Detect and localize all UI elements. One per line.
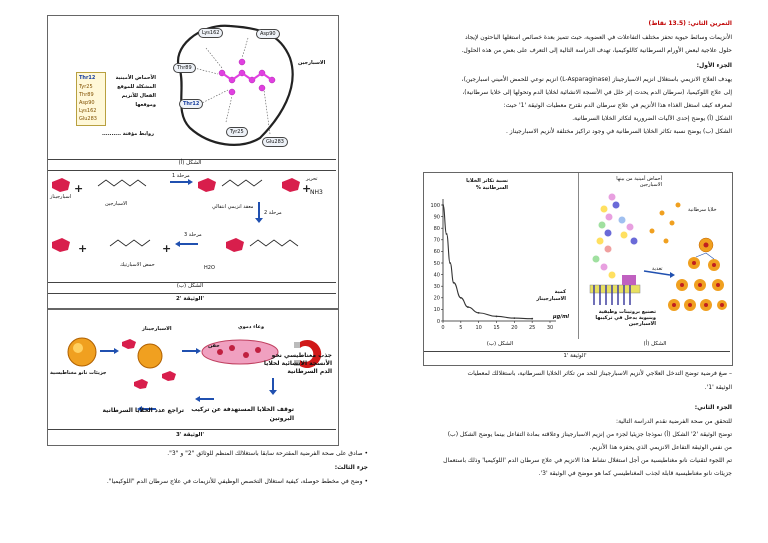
asparagine-label: الاسبارجين: [105, 201, 128, 207]
protein-synthesis-label: تصنيع بروتينات وظيفية وبنيوية يدخل في تركيبها الاسبارجين: [595, 309, 656, 327]
substrate-label: الاسبارجين: [298, 60, 326, 66]
orange-asparagine-dots: [650, 203, 681, 244]
chart-ticks: [430, 203, 553, 331]
y-tick-label: 0: [436, 318, 440, 325]
enzyme-label: اسبارجيناز: [50, 194, 72, 200]
enzyme-shape-4: [52, 238, 70, 252]
nanoparticle-1: [68, 338, 96, 366]
task-1: [467, 367, 732, 380]
x-tick-label: 25: [528, 325, 536, 331]
intro-paragraph: [382, 31, 732, 57]
caption-separator: [424, 351, 730, 352]
feeding-arrow: [644, 271, 675, 278]
task-1-continuation: الوثيقة '1'.: [704, 384, 732, 391]
x-tick-label: 30: [546, 325, 554, 331]
y-tick-label: 20: [433, 295, 440, 302]
data-point: [449, 262, 451, 264]
doc3-caption-separator: [48, 429, 336, 430]
part1-paragraph: [382, 73, 732, 138]
document-1-divider: [578, 173, 579, 339]
x-tick-label: 10: [475, 325, 482, 331]
y-tick-label: 100: [430, 202, 440, 209]
svg-text:+: +: [302, 182, 312, 195]
data-point: [531, 318, 533, 320]
part2-line: تم اللجوء لتقنيات نانو مغناطيسية من أجل استغلال نشاط هذا الانزيم في علاج سرطان الدم 'اللوكيميا' وذلك باستعمال: [443, 457, 732, 464]
thr12-tag: Thr12: [179, 99, 203, 109]
temporary-bonds: [194, 38, 270, 134]
y-tick-label: 80: [433, 226, 440, 232]
residue-asp90: Asp90: [79, 100, 95, 106]
synthesis-bullet: •: [362, 478, 368, 485]
y-tick-label: 40: [433, 272, 440, 279]
chart-x-title: كمية الاسبارجيناز: [536, 289, 566, 302]
enzyme-shapes: [52, 178, 300, 252]
caption-figure-a: الشكل (أ): [643, 341, 667, 347]
cancer-cells-reduction-label: تراجع عدد الخلايا السرطانية: [102, 407, 184, 414]
data-point: [467, 306, 469, 308]
glu283-tag: Glu283: [262, 137, 288, 147]
validation-text: صادق على صحة الفرضية المقترحة سابقا باستغلالك المنظم للوثائق "2" و "3".: [167, 450, 363, 457]
enzymatic-reaction-diagram: [50, 172, 335, 280]
doc2-caption-figure-a: الشكل (أ): [178, 160, 202, 166]
nanoparticles-label: جزيئات نانو مغناطيسية: [50, 370, 107, 376]
active-site-legend-box: [76, 72, 106, 126]
exercise-title: التمرين الثاني: (13.5 نقاط): [648, 20, 732, 27]
part1-line: الشكل (أ) يوضح إحدى الآليات الضرورية لتكاثر الخلايا السرطانية.: [572, 115, 732, 122]
synthesis-task: [107, 475, 368, 488]
x-tick-label: 15: [493, 325, 500, 331]
injection-arrow: [182, 348, 201, 354]
caption-document-2: الوثيقة '2': [175, 296, 205, 302]
magnetic-attraction-label: جذب مغناطيسي نحو الأنسجة الانشائية لخلايا الدم السرطانية: [263, 352, 332, 375]
part2-line: من نفس الوثيقة التفاعل الانزيمي الذي يحفزه هذا الأنزيم.: [589, 444, 732, 451]
lys162-tag: Lys162: [198, 28, 223, 38]
residue-glu283: Glu283: [79, 116, 97, 122]
feeding-label: تغذية: [652, 266, 663, 272]
arrow-step1: [170, 181, 188, 183]
task-1-bullet: –: [727, 370, 732, 377]
ammonia-label: NH3: [310, 189, 323, 196]
doc3-enzyme-label: الاسبارجيناز: [142, 326, 172, 332]
intro-line: الأنزيمات وسائط حيوية تحفز مختلف التفاعلات في العضوية، حيث تتميز بعدة خصائص استغلها الباحثون لإيجاد: [464, 34, 732, 41]
complex-skeleton: [222, 180, 262, 186]
y-tick-label: 70: [433, 237, 440, 244]
arrow-step1-head: [188, 179, 193, 185]
part3-title: جزء الثالث:: [334, 464, 368, 471]
proliferation-chart: [425, 175, 575, 337]
validation-bullet: •: [362, 450, 368, 457]
asp90-tag: Asp90: [256, 29, 280, 39]
y-tick-label: 50: [433, 260, 440, 267]
y-tick-label: 10: [433, 307, 440, 314]
chart-y-title: نسبة تكاثر الخلايا السرطانية %: [466, 178, 508, 191]
intermediate-complex-label: معقد انزيمي انتقالي: [212, 204, 254, 210]
residue-tyr25: Tyr25: [79, 84, 93, 90]
arrow-step3: [180, 243, 198, 245]
data-point: [442, 204, 444, 206]
attachment-arrow-1: [100, 348, 119, 354]
step-3-label: مرحلة 3: [184, 232, 202, 238]
amino-acids-label: أحماض أمينية من بينها الاسبارجين: [616, 176, 662, 188]
figure-b-top-separator: [48, 170, 336, 171]
x-tick-label: 20: [511, 325, 518, 331]
enzyme-shape-1: [52, 178, 70, 192]
enzyme-particle-cluster: [122, 339, 176, 389]
arrow-step2: [258, 202, 260, 218]
thr89-tag: Thr89: [173, 63, 196, 73]
y-tick-label: 30: [433, 284, 440, 290]
proliferation-curve: [443, 205, 532, 319]
synthesis-text: وضح في مخطط حوصلة، كيفية استغلال التخصص الوظيفي للأنزيمات في علاج سرطان الدم "اللوكيميا".: [106, 478, 363, 485]
released-label: تحرير: [306, 176, 318, 182]
arrow-step3-head: [175, 241, 180, 247]
doc2-caption-figure-b: الشكل (ب): [176, 283, 204, 289]
chart-x-unit: µg/ml: [553, 314, 570, 320]
y-tick-label: 60: [433, 249, 440, 256]
residue-lys162: Lys162: [79, 108, 97, 114]
svg-text:+: +: [74, 182, 84, 195]
asparagine-skeleton: [98, 180, 146, 186]
part1-title: الجزء الأول:: [696, 62, 732, 69]
tyr25-tag: Tyr25: [226, 127, 248, 137]
enzyme-shape-5: [226, 238, 244, 252]
enzyme-shape-3: [282, 178, 300, 192]
ribosome-complex: [590, 275, 640, 305]
part1-line: لمعرفة كيف استغل الغذاء هذا الأنزيم في علاج سرطان الدم نقترح معطيات الوثيقة '1' حيث:: [503, 102, 732, 109]
enzyme-shape-2: [198, 178, 216, 192]
blood-vessel-label: وعاء دموي: [238, 324, 265, 330]
part1-line: إلى علاج اللوكيميا، (سرطان الدم يحدث إثر خلل في الأنسجة الانشائية لخلايا الدم وتحولها إلى خلايا سرطانية)،: [462, 89, 732, 96]
protein-synthesis-stop-label: توقف الخلايا المستهدفة عن تركيب البروتين: [191, 406, 294, 422]
task-1-text: صغ فرضية توضح التدخل العلاجي لأنزيم الاسبارجيناز للحد من تكاثر الخلايا السرطانية، باستغلالك لمعطيات: [467, 370, 728, 377]
temporary-bonds-label: روابط مؤقتة ..........: [102, 131, 154, 137]
data-point: [496, 315, 498, 317]
caption-figure-b: الشكل (ب): [486, 341, 514, 347]
active-site-model: [160, 18, 310, 158]
part2-line: توضح الوثيقة '2' الشكل (أ) نموذجا جزيئيا لجزء من إنزيم الاسبارجيناز وعلاقته بمادة التفاعل بينما يوضح الشكل (ب): [447, 431, 732, 438]
chart-points: [442, 204, 533, 319]
data-point: [446, 233, 448, 235]
x-tick-label: 5: [459, 325, 463, 331]
injection-label: حقن: [208, 343, 220, 349]
x-tick-label: 0: [441, 325, 445, 331]
part2-line: للتحقق من صحة الفرضية نقدم الدراسة التالية:: [616, 418, 732, 425]
caption-document-1: الوثيقة '1': [563, 353, 587, 359]
data-point: [513, 317, 515, 319]
validation-task: [167, 447, 368, 460]
residue-thr12: Thr12: [79, 75, 96, 81]
cancer-cells-label: خلايا سرطانية: [688, 207, 717, 213]
part2-line: جزيئات نانو مغناطيسية قابلة لجذب المغناطيسي كما هو موضح في الوثيقة '3'.: [538, 470, 732, 477]
data-point: [478, 312, 480, 314]
part2-paragraph: [382, 415, 732, 480]
y-tick-label: 90: [433, 214, 440, 221]
svg-text:+: +: [78, 242, 88, 255]
active-site-legend-title: الأحماض الأمينية المشكلة للموقع الفعال للأنزيم وموقعها: [115, 75, 156, 108]
arrow-step2-head: [255, 218, 263, 223]
doc2-caption-separator: [48, 293, 336, 294]
data-point: [453, 282, 455, 284]
step-1-label: مرحلة 1: [172, 173, 190, 179]
caption-document-3: الوثيقة '3': [175, 432, 205, 438]
intro-line: حلول علاجية لبعض الأورام السرطانية كاللوكيميا، تهدف الدراسة التالية إلى التعرف على بعض من هذه الحلول.: [461, 47, 732, 54]
step-2-label: مرحلة 2: [264, 210, 282, 216]
amino-acid-chain: [593, 194, 638, 279]
cancer-cells: [668, 238, 727, 311]
water-label: H2O: [204, 265, 215, 271]
substrate-bonds: [222, 73, 272, 80]
data-point: [460, 297, 462, 299]
aspartic-skeleton: [110, 240, 150, 246]
residue-thr89: Thr89: [79, 92, 94, 98]
part2-title: الجزء الثاني:: [694, 404, 732, 411]
part1-line: يهدف العلاج الانزيمي باستغلال انزيم الاسبارجيناز (L-Asparaginase) انزيم نوعي للحمض الأميني اسبارجين)،: [461, 76, 732, 83]
part1-line: الشكل (ب) يوضح نسبة تكاثر الخلايا السرطانية في وجود تراكيز مختلفة لأنزيم الاسبارجيناز .: [505, 128, 732, 135]
aspartic-acid-label: حمض الاسبارتيك: [120, 262, 155, 268]
svg-text:+: +: [162, 242, 172, 255]
complex2-skeleton: [250, 240, 298, 246]
